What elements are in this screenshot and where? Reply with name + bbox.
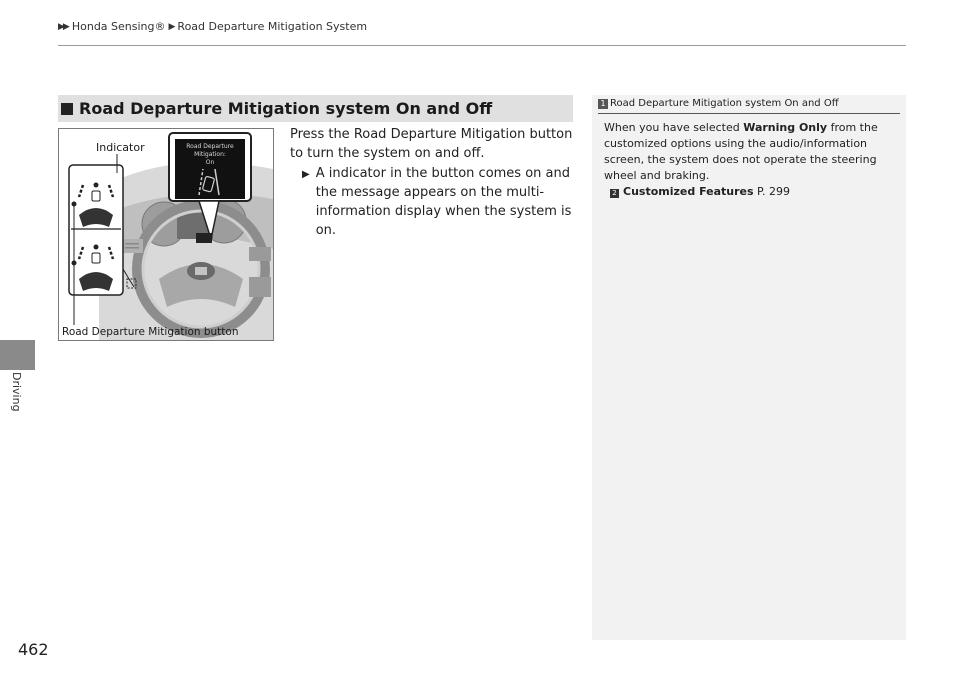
button-label: Road Departure Mitigation button [62, 326, 239, 338]
dashboard-drawing [59, 129, 273, 340]
header-divider [58, 45, 906, 46]
dashboard-illustration [58, 128, 274, 341]
display-line2: Mitigation: [194, 151, 226, 158]
result-bullet [302, 164, 580, 240]
section-heading [58, 95, 573, 122]
note-text-pre: When you have selected [604, 121, 744, 134]
chapter-label-text: Driving [10, 372, 23, 412]
note-heading [592, 95, 906, 109]
breadcrumb-item: Honda Sensing® [71, 20, 166, 33]
note-title: Road Departure Mitigation system On and Off [610, 98, 839, 109]
display-line3: On [205, 159, 215, 166]
note-text-post: from the customized options using the audio/information screen, the system does not operate the steering wheel and braking. [604, 121, 878, 182]
chapter-label [9, 372, 27, 422]
page-number: 462 [18, 640, 49, 659]
side-note [592, 95, 906, 640]
arrow-icon: ▶ [168, 21, 174, 32]
section-title: Road Departure Mitigation system On and Off [79, 99, 493, 118]
cross-reference-link[interactable] [592, 184, 906, 200]
breadcrumb [58, 20, 367, 33]
reference-page: P. 299 [757, 185, 790, 198]
body-text [290, 125, 580, 240]
double-arrow-icon: ▶▶ [58, 21, 68, 32]
reference-label: Customized Features [623, 185, 754, 198]
display-line1: Road Departure [186, 143, 234, 150]
square-bullet-icon [61, 103, 73, 115]
result-bullet-text: A indicator in the button comes on and the message appears on the multi-information display when the system is on. [315, 166, 572, 238]
body-paragraph: Press the Road Departure Mitigation button to turn the system on and off. [290, 127, 573, 161]
note-body [592, 114, 906, 184]
reference-icon: 2 [610, 189, 619, 198]
breadcrumb-item: Road Departure Mitigation System [177, 20, 368, 33]
chapter-tab [0, 340, 35, 370]
note-text-bold: Warning Only [743, 121, 828, 134]
indicator-label: Indicator [96, 141, 145, 154]
note-number: 1 [598, 99, 608, 109]
result-arrow-icon: ▶ [302, 169, 310, 180]
